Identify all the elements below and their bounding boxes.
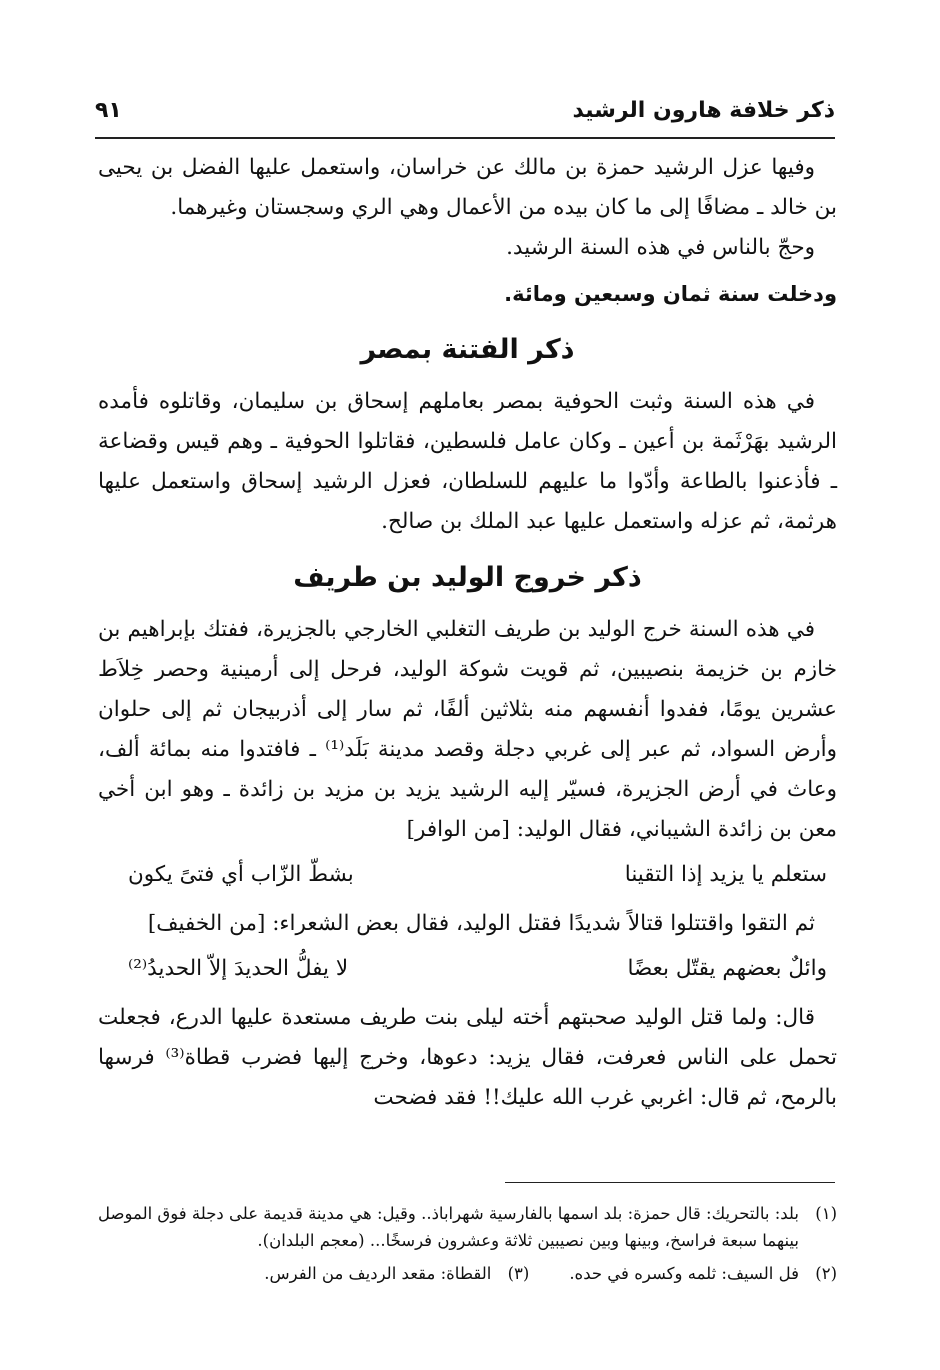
section-heading: ذكر خروج الوليد بن طريف <box>293 562 642 593</box>
header-rule <box>95 137 835 139</box>
poetry-verse <box>98 944 837 998</box>
footnote-text: بلد: بالتحريك: قال حمزة: بلد اسمها بالفارسية شهراباذ.. وقيل: هي مدينة قديمة على دجلة فوق الموصل بينهما سبعة فراسخ، وبينها وبين نصيبين ثلاثة وعشرون فرسخًا... (معجم البلدان). <box>98 1204 799 1250</box>
footnote-rule <box>505 1182 835 1183</box>
verse-first-hemistich: وائلٌ بعضهم يقتّل بعضًا <box>627 956 827 981</box>
footnote <box>264 1260 529 1287</box>
main-text <box>98 148 837 1118</box>
footnote-row <box>98 1260 837 1287</box>
paragraph: وحجّ بالناس في هذه السنة الرشيد. <box>506 235 815 260</box>
verse-first-hemistich: ستعلم يا يزيد إذا التقينا <box>624 862 827 887</box>
footnote-number: (٢) <box>815 1264 837 1283</box>
footnote-number: (١) <box>815 1204 837 1223</box>
paragraph: في هذه السنة وثبت الحوفية بمصر بعاملهم إسحاق بن سليمان، وقاتلوه فأمده الرشيد بهَرْثَمة بن أعين ـ وكان عامل فلسطين، فقاتلوا الحوفية ـ وهم قيس وقضاعة ـ فأذعنوا بالطاعة وأدّوا ما عليهم للسلطان، فعزل الرشيد إسحاق واستعمل عليها هرثمة، ثم عزله واستعمل عليها عبد الملك بن صالح. <box>98 389 837 534</box>
running-header <box>95 92 835 132</box>
footnote-text: فل السيف: ثلمه وكسره في حده. <box>569 1264 799 1283</box>
page-number: ٩١ <box>95 98 122 123</box>
year-heading: ودخلت سنة ثمان وسبعين ومائة. <box>504 282 837 306</box>
running-title: ذكر خلافة هارون الرشيد <box>572 98 835 123</box>
footnote-number: (٣) <box>507 1264 530 1283</box>
footnote <box>98 1200 837 1254</box>
footnote <box>569 1260 837 1287</box>
paragraph: قال: ولما قتل الوليد صحبتهم أخته ليلى بنت طريف مستعدة عليها الدرع، فجعلت تحمل على الناس فعرفت، فقال يزيد: دعوها، وخرج إليها فضرب قطاة⁽³⁾ فرسها بالرمح، ثم قال: اغربي غرب الله عليك!! فقد فضحت <box>98 1005 837 1110</box>
paragraph: في هذه السنة خرج الوليد بن طريف التغلبي الخارجي بالجزيرة، ففتك بإبراهيم بن خازم بن خزيمة بنصيبين، ثم قويت شوكة الوليد، فرحل إلى أرمينية وحصر خِلاَط عشرين يومًا، ففدوا أنفسهم منه بثلاثين ألفًا، ثم سار إلى أذربيجان ثم إلى حلوان وأرض السواد، ثم عبر إلى غربي دجلة وقصد مدينة بَلَد⁽¹⁾ ـ فافتدوا منه بمائة ألف، وعاث في أرض الجزيرة، فسيّر إليه الرشيد يزيد بن مزيد بن زائدة ـ وهو ابن أخي معن بن زائدة الشيباني، فقال الوليد: [من الوافر] <box>98 617 838 842</box>
footnote-text: القطاة: مقعد الرديف من الفرس. <box>264 1264 492 1283</box>
footnotes <box>98 1200 837 1287</box>
poetry-verse <box>98 850 837 904</box>
paragraph: وفيها عزل الرشيد حمزة بن مالك عن خراسان، واستعمل عليها الفضل بن يحيى بن خالد ـ مضافًا إلى ما كان بيده من الأعمال وهي الري وسجستان وغيرهما. <box>98 155 837 220</box>
paragraph: ثم التقوا واقتتلوا قتالاً شديدًا فقتل الوليد، فقال بعض الشعراء: [من الخفيف] <box>147 911 815 936</box>
verse-second-hemistich: بشطّ الزّاب أي فتىً يكون <box>128 862 354 887</box>
verse-second-hemistich: لا يفلُّ الحديدَ إلاّ الحديدُ⁽²⁾ <box>128 956 349 981</box>
section-heading: ذكر الفتنة بمصر <box>360 334 575 365</box>
